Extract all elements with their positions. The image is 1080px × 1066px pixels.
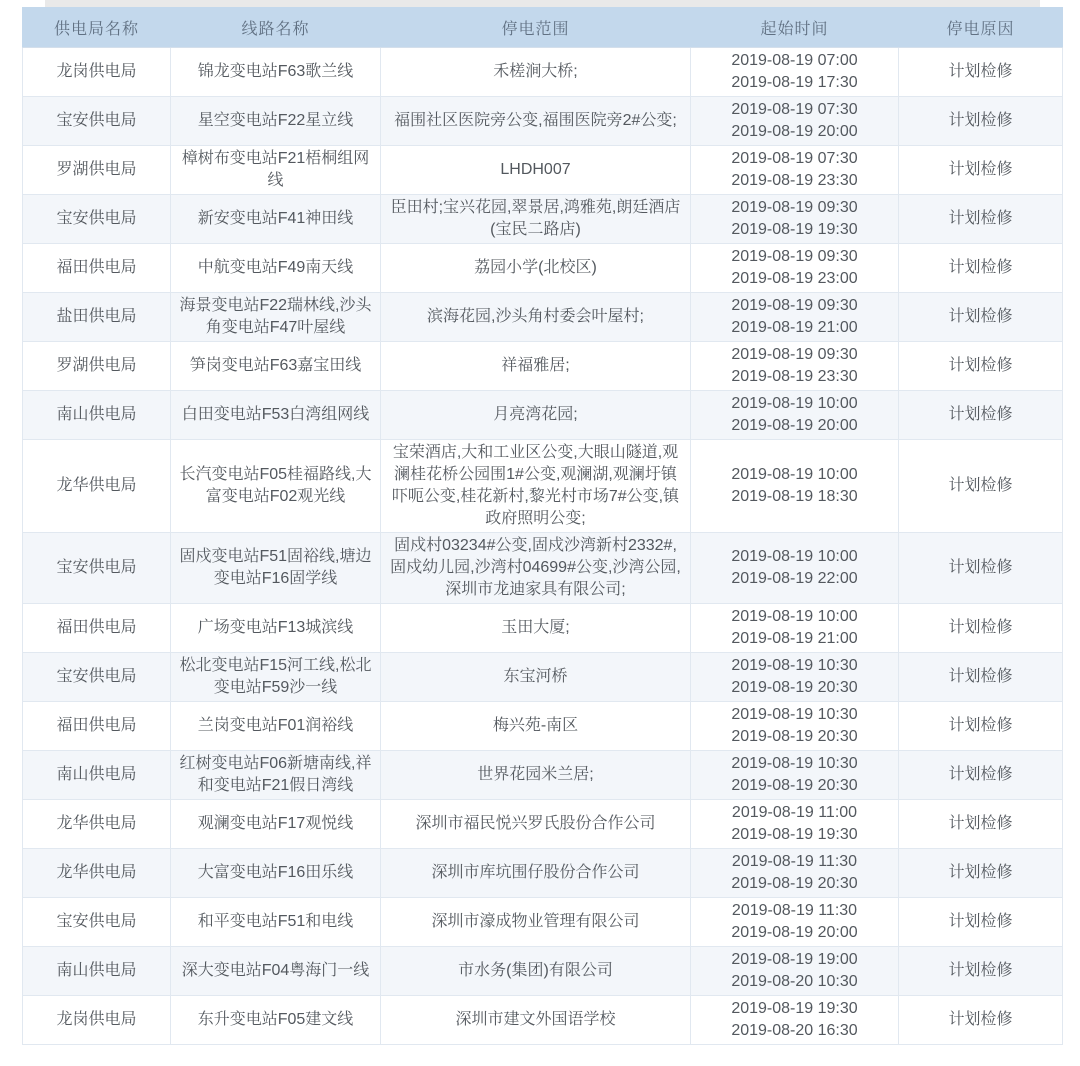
end-time: 2019-08-19 20:00 [731,123,858,140]
cell-line: 锦龙变电站F63歌兰线 [171,48,381,97]
start-time: 2019-08-19 09:30 [731,199,858,216]
start-time: 2019-08-19 10:30 [731,706,858,723]
cell-reason: 计划检修 [899,751,1063,800]
end-time: 2019-08-20 16:30 [731,1022,858,1039]
start-time: 2019-08-19 11:30 [731,853,858,870]
end-time: 2019-08-19 19:30 [731,826,858,843]
cell-reason: 计划检修 [899,391,1063,440]
start-time: 2019-08-19 10:00 [731,548,858,565]
cell-reason: 计划检修 [899,653,1063,702]
cell-line: 白田变电站F53白湾组网线 [171,391,381,440]
table-row [23,533,1063,604]
cell-time [691,48,899,97]
cell-line: 笋岗变电站F63嘉宝田线 [171,342,381,391]
cell-reason: 计划检修 [899,533,1063,604]
table-row [23,244,1063,293]
table-row [23,48,1063,97]
cell-reason: 计划检修 [899,702,1063,751]
start-time: 2019-08-19 19:00 [731,951,858,968]
cell-line: 长汽变电站F05桂福路线,大富变电站F02观光线 [171,440,381,533]
page-top-strip [45,0,1040,7]
cell-line: 星空变电站F22星立线 [171,97,381,146]
end-time: 2019-08-19 20:30 [731,875,858,892]
cell-line: 东升变电站F05建文线 [171,996,381,1045]
cell-bureau: 宝安供电局 [23,898,171,947]
start-time: 2019-08-19 11:00 [731,804,858,821]
cell-bureau: 福田供电局 [23,244,171,293]
table-row [23,97,1063,146]
cell-reason: 计划检修 [899,440,1063,533]
start-time: 2019-08-19 09:30 [731,248,858,265]
cell-bureau: 福田供电局 [23,604,171,653]
table-row [23,996,1063,1045]
table-body [23,48,1063,1045]
header-row [23,8,1063,48]
cell-bureau: 龙华供电局 [23,800,171,849]
cell-scope: 滨海花园,沙头角村委会叶屋村; [381,293,691,342]
start-time: 2019-08-19 07:30 [731,150,858,167]
cell-scope: 玉田大厦; [381,604,691,653]
outage-schedule-table [22,7,1063,1045]
cell-reason: 计划检修 [899,48,1063,97]
cell-bureau: 罗湖供电局 [23,146,171,195]
cell-line: 广场变电站F13城滨线 [171,604,381,653]
cell-bureau: 盐田供电局 [23,293,171,342]
cell-scope: 臣田村;宝兴花园,翠景居,鸿雅苑,朗廷酒店(宝民二路店) [381,195,691,244]
start-time: 2019-08-19 19:30 [731,1000,858,1017]
cell-bureau: 南山供电局 [23,947,171,996]
start-time: 2019-08-19 09:30 [731,297,858,314]
cell-time [691,391,899,440]
cell-bureau: 福田供电局 [23,702,171,751]
cell-reason: 计划检修 [899,898,1063,947]
column-header-time: 起始时间 [691,8,899,48]
cell-time [691,533,899,604]
cell-time [691,800,899,849]
cell-bureau: 南山供电局 [23,751,171,800]
cell-time [691,604,899,653]
start-time: 2019-08-19 10:00 [731,466,858,483]
table-row [23,342,1063,391]
end-time: 2019-08-19 19:30 [731,221,858,238]
cell-time [691,195,899,244]
end-time: 2019-08-19 21:00 [731,630,858,647]
table-row [23,604,1063,653]
table-row [23,293,1063,342]
cell-scope: 祥福雅居; [381,342,691,391]
end-time: 2019-08-19 20:00 [731,417,858,434]
cell-reason: 计划检修 [899,996,1063,1045]
end-time: 2019-08-19 23:30 [731,172,858,189]
end-time: 2019-08-19 23:30 [731,368,858,385]
start-time: 2019-08-19 11:30 [731,902,858,919]
table-row [23,195,1063,244]
cell-reason: 计划检修 [899,342,1063,391]
cell-reason: 计划检修 [899,146,1063,195]
cell-line: 和平变电站F51和电线 [171,898,381,947]
cell-time [691,849,899,898]
cell-line: 兰岗变电站F01润裕线 [171,702,381,751]
cell-reason: 计划检修 [899,244,1063,293]
column-header-bureau: 供电局名称 [23,8,171,48]
cell-line: 中航变电站F49南天线 [171,244,381,293]
cell-scope: 世界花园米兰居; [381,751,691,800]
cell-scope: 梅兴苑-南区 [381,702,691,751]
cell-scope: 宝荣酒店,大和工业区公变,大眼山隧道,观澜桂花桥公园围1#公变,观澜湖,观澜圩镇吓呃公变,桂花新村,黎光村市场7#公变,镇政府照明公变; [381,440,691,533]
cell-line: 大富变电站F16田乐线 [171,849,381,898]
cell-scope: 东宝河桥 [381,653,691,702]
cell-bureau: 龙华供电局 [23,440,171,533]
cell-time [691,440,899,533]
cell-bureau: 龙岗供电局 [23,48,171,97]
cell-scope: 月亮湾花园; [381,391,691,440]
cell-bureau: 南山供电局 [23,391,171,440]
table-row [23,800,1063,849]
start-time: 2019-08-19 10:30 [731,657,858,674]
cell-line: 红树变电站F06新塘南线,祥和变电站F21假日湾线 [171,751,381,800]
cell-scope: 禾槎涧大桥; [381,48,691,97]
cell-time [691,146,899,195]
cell-line: 樟树布变电站F21梧桐组网线 [171,146,381,195]
end-time: 2019-08-19 22:00 [731,570,858,587]
table-row [23,653,1063,702]
end-time: 2019-08-19 20:30 [731,679,858,696]
cell-bureau: 宝安供电局 [23,653,171,702]
cell-reason: 计划检修 [899,195,1063,244]
cell-time [691,947,899,996]
cell-reason: 计划检修 [899,800,1063,849]
column-header-line: 线路名称 [171,8,381,48]
cell-scope: LHDH007 [381,146,691,195]
cell-bureau: 龙华供电局 [23,849,171,898]
cell-time [691,702,899,751]
cell-bureau: 罗湖供电局 [23,342,171,391]
outage-schedule-table-wrap [22,7,1062,1045]
cell-scope: 固戍村03234#公变,固戍沙湾新村2332#,固戍幼儿园,沙湾村04699#公变,沙湾公园,深圳市龙迪家具有限公司; [381,533,691,604]
end-time: 2019-08-19 17:30 [731,74,858,91]
end-time: 2019-08-20 10:30 [731,973,858,990]
table-row [23,898,1063,947]
cell-time [691,751,899,800]
end-time: 2019-08-19 23:00 [731,270,858,287]
cell-scope: 深圳市福民悦兴罗氏股份合作公司 [381,800,691,849]
cell-reason: 计划检修 [899,293,1063,342]
start-time: 2019-08-19 10:00 [731,395,858,412]
table-row [23,146,1063,195]
end-time: 2019-08-19 18:30 [731,488,858,505]
cell-line: 新安变电站F41神田线 [171,195,381,244]
cell-line: 固戍变电站F51固裕线,塘边变电站F16固学线 [171,533,381,604]
cell-scope: 福围社区医院旁公变,福围医院旁2#公变; [381,97,691,146]
cell-bureau: 宝安供电局 [23,533,171,604]
cell-time [691,293,899,342]
table-row [23,947,1063,996]
cell-time [691,244,899,293]
cell-bureau: 宝安供电局 [23,97,171,146]
cell-scope: 深圳市建文外国语学校 [381,996,691,1045]
end-time: 2019-08-19 20:00 [731,924,858,941]
start-time: 2019-08-19 09:30 [731,346,858,363]
end-time: 2019-08-19 20:30 [731,777,858,794]
cell-scope: 深圳市濠成物业管理有限公司 [381,898,691,947]
cell-time [691,97,899,146]
cell-scope: 市水务(集团)有限公司 [381,947,691,996]
start-time: 2019-08-19 10:00 [731,608,858,625]
table-row [23,849,1063,898]
cell-reason: 计划检修 [899,604,1063,653]
start-time: 2019-08-19 10:30 [731,755,858,772]
cell-reason: 计划检修 [899,849,1063,898]
end-time: 2019-08-19 20:30 [731,728,858,745]
cell-line: 海景变电站F22瑞林线,沙头角变电站F47叶屋线 [171,293,381,342]
cell-time [691,996,899,1045]
cell-time [691,342,899,391]
cell-time [691,898,899,947]
cell-line: 观澜变电站F17观悦线 [171,800,381,849]
cell-bureau: 龙岗供电局 [23,996,171,1045]
table-row [23,751,1063,800]
column-header-reason: 停电原因 [899,8,1063,48]
start-time: 2019-08-19 07:30 [731,101,858,118]
end-time: 2019-08-19 21:00 [731,319,858,336]
table-row [23,702,1063,751]
cell-line: 松北变电站F15河工线,松北变电站F59沙一线 [171,653,381,702]
cell-scope: 荔园小学(北校区) [381,244,691,293]
cell-reason: 计划检修 [899,947,1063,996]
start-time: 2019-08-19 07:00 [731,52,858,69]
column-header-scope: 停电范围 [381,8,691,48]
table-row [23,440,1063,533]
cell-bureau: 宝安供电局 [23,195,171,244]
cell-scope: 深圳市库坑围仔股份合作公司 [381,849,691,898]
cell-reason: 计划检修 [899,97,1063,146]
cell-time [691,653,899,702]
table-row [23,391,1063,440]
cell-line: 深大变电站F04粤海门一线 [171,947,381,996]
